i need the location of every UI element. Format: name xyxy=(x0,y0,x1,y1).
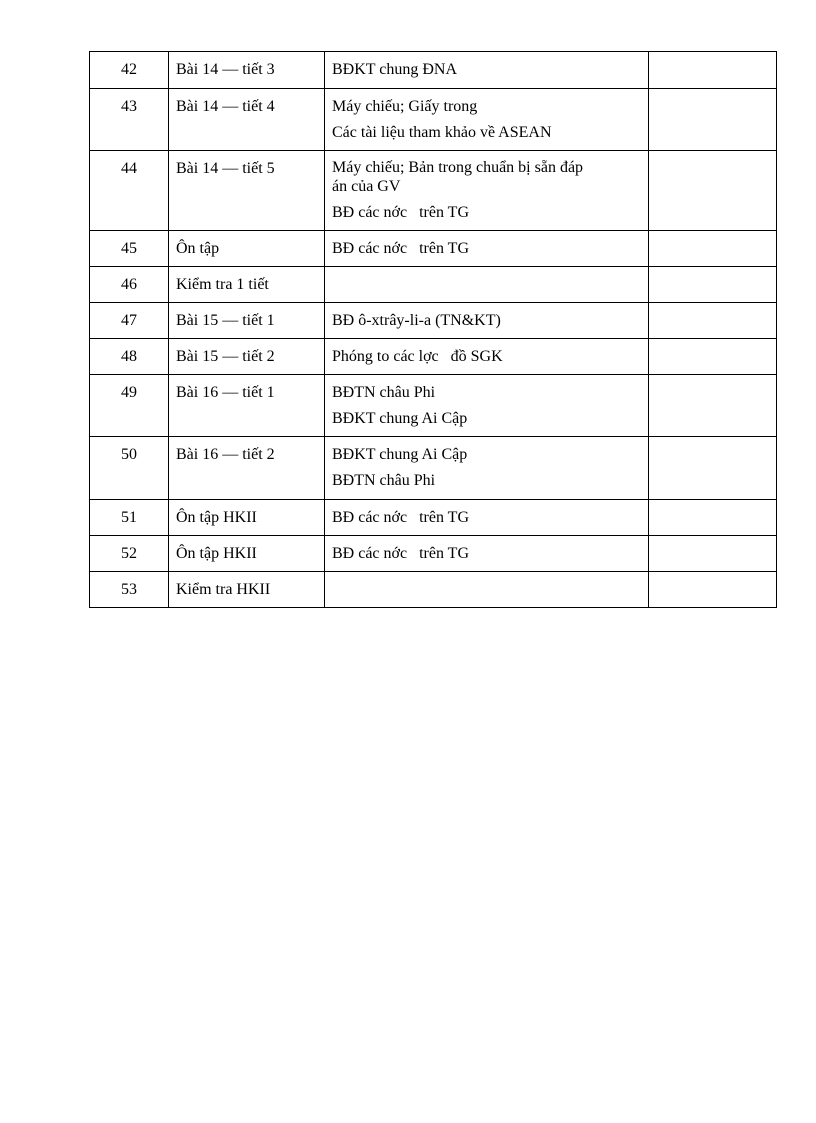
table-body xyxy=(90,52,777,608)
lesson-number-cell: 46 xyxy=(90,267,169,303)
note-cell xyxy=(649,339,777,375)
note-cell xyxy=(649,500,777,536)
material-item: BĐKT chung ĐNA xyxy=(332,61,458,78)
lesson-name-cell: Bài 15 — tiết 1 xyxy=(169,303,325,339)
material-item: Phóng to các lợc đồ SGK xyxy=(332,348,503,365)
material-item: BĐ các nớc trên TG xyxy=(332,204,470,221)
table-row xyxy=(90,500,777,536)
materials-cell xyxy=(325,303,649,339)
materials-cell xyxy=(325,231,649,267)
table-row xyxy=(90,375,777,437)
lesson-number-cell: 45 xyxy=(90,231,169,267)
lesson-name-cell: Kiểm tra HKII xyxy=(169,572,325,608)
table-row xyxy=(90,572,777,608)
lesson-materials-table xyxy=(89,51,777,608)
lesson-number-cell: 49 xyxy=(90,375,169,437)
note-cell xyxy=(649,151,777,231)
materials-cell xyxy=(325,500,649,536)
materials-cell xyxy=(325,437,649,500)
materials-cell xyxy=(325,572,649,608)
material-item: BĐ các nớc trên TG xyxy=(332,240,470,257)
material-item: BĐ ô-xtrây-li-a (TN&KT) xyxy=(332,312,501,329)
note-cell xyxy=(649,375,777,437)
lesson-number-cell: 51 xyxy=(90,500,169,536)
material-item: Máy chiếu; Giấy trong xyxy=(332,98,478,115)
materials-cell xyxy=(325,267,649,303)
materials-cell xyxy=(325,339,649,375)
lesson-number-cell: 43 xyxy=(90,89,169,151)
materials-cell xyxy=(325,52,649,89)
table-row xyxy=(90,231,777,267)
note-cell xyxy=(649,572,777,608)
note-cell xyxy=(649,267,777,303)
materials-cell xyxy=(325,536,649,572)
lesson-name-cell: Bài 15 — tiết 2 xyxy=(169,339,325,375)
lesson-number-cell: 48 xyxy=(90,339,169,375)
lesson-number-cell: 47 xyxy=(90,303,169,339)
materials-cell xyxy=(325,375,649,437)
lesson-name-cell: Bài 16 — tiết 1 xyxy=(169,375,325,437)
lesson-number-cell: 42 xyxy=(90,52,169,89)
lesson-name-cell: Kiểm tra 1 tiết xyxy=(169,267,325,303)
material-item: BĐTN châu Phi xyxy=(332,472,436,489)
note-cell xyxy=(649,536,777,572)
table-row xyxy=(90,437,777,500)
lesson-name-cell: Bài 14 — tiết 5 xyxy=(169,151,325,231)
note-cell xyxy=(649,437,777,500)
material-item: BĐ các nớc trên TG xyxy=(332,545,470,562)
lesson-number-cell: 44 xyxy=(90,151,169,231)
table-row xyxy=(90,267,777,303)
lesson-name-cell: Ôn tập HKII xyxy=(169,500,325,536)
lesson-name-cell: Ôn tập xyxy=(169,231,325,267)
table-row xyxy=(90,89,777,151)
table-row xyxy=(90,536,777,572)
material-item: Máy chiếu; Bản trong chuẩn bị sẵn đáp xyxy=(332,159,584,176)
table-row xyxy=(90,52,777,89)
lesson-number-cell: 53 xyxy=(90,572,169,608)
materials-cell xyxy=(325,89,649,151)
table-row xyxy=(90,339,777,375)
material-item: BĐKT chung Ai Cập xyxy=(332,410,468,427)
lesson-number-cell: 50 xyxy=(90,437,169,500)
material-item: BĐKT chung Ai Cập xyxy=(332,446,468,463)
note-cell xyxy=(649,231,777,267)
material-item: Các tài liệu tham khảo về ASEAN xyxy=(332,124,552,141)
lesson-name-cell: Ôn tập HKII xyxy=(169,536,325,572)
note-cell xyxy=(649,89,777,151)
material-item: BĐ các nớc trên TG xyxy=(332,509,470,526)
material-item: BĐTN châu Phi xyxy=(332,384,436,401)
table-row xyxy=(90,151,777,231)
lesson-name-cell: Bài 16 — tiết 2 xyxy=(169,437,325,500)
material-item: án của GV xyxy=(332,178,401,195)
table-row xyxy=(90,303,777,339)
note-cell xyxy=(649,52,777,89)
lesson-number-cell: 52 xyxy=(90,536,169,572)
lesson-name-cell: Bài 14 — tiết 4 xyxy=(169,89,325,151)
materials-cell xyxy=(325,151,649,231)
note-cell xyxy=(649,303,777,339)
lesson-name-cell: Bài 14 — tiết 3 xyxy=(169,52,325,89)
